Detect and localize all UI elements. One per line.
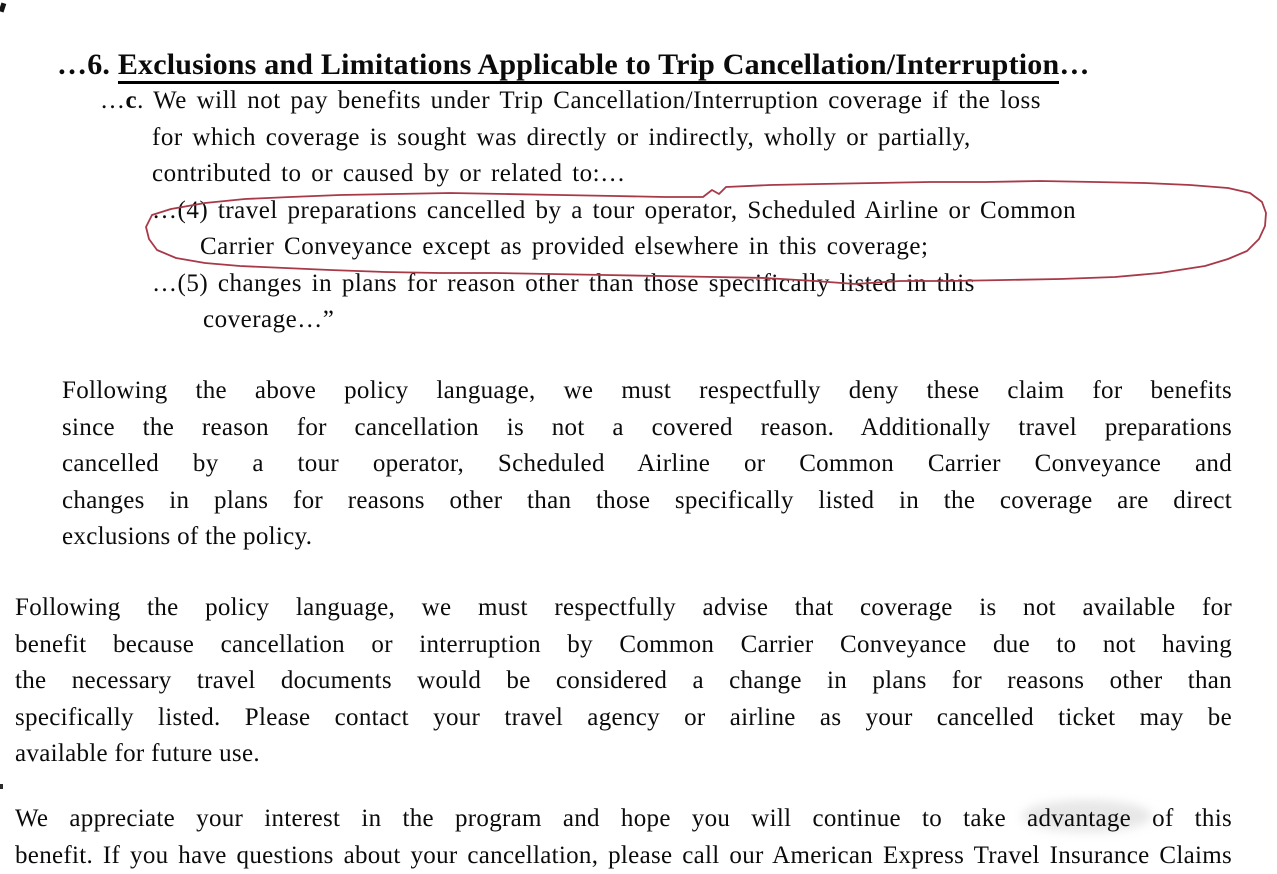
paragraph-advise-coverage <box>15 590 1232 773</box>
paragraph-line: exclusions of the policy. <box>62 519 1232 556</box>
exclusion-item-5-line-2: coverage…” <box>203 302 1277 339</box>
ellipsis: … <box>100 87 126 114</box>
paragraph-line: the necessary travel documents would be considered a change in plans for reasons other than <box>15 663 1232 700</box>
excerpt-line: for which coverage is sought was directly or indirectly, wholly or partially, <box>152 120 1277 157</box>
excerpt-line: contributed to or caused by or related to:… <box>152 156 1277 193</box>
paragraph-line: since the reason for cancellation is not a covered reason. Additionally travel preparations <box>62 410 1232 447</box>
scan-artifact-mark <box>0 784 3 789</box>
paragraph-line: Following the policy language, we must respectfully advise that coverage is not available for <box>15 590 1232 627</box>
heading-prefix: …6. <box>57 48 118 81</box>
paragraph-line: changes in plans for reasons other than those specifically listed in the coverage are direct <box>62 483 1232 520</box>
heading-underlined-title: Exclusions and Limitations Applicable to Trip Cancellation/Interruption <box>118 48 1060 84</box>
clause-letter: c <box>126 87 138 114</box>
paragraph-line: cancelled by a tour operator, Scheduled Airline or Common Carrier Conveyance and <box>62 446 1232 483</box>
paragraph-deny-claim <box>62 373 1232 556</box>
scan-artifact-mark <box>0 2 6 12</box>
section-heading <box>57 46 1237 84</box>
exclusion-item-4-line-1: …(4) travel preparations cancelled by a tour operator, Scheduled Airline or Common <box>152 193 1277 230</box>
paragraph-line: specifically listed. Please contact your travel agency or airline as your cancelled ticket may be <box>15 700 1232 737</box>
paragraph-closing <box>15 801 1232 874</box>
policy-excerpt <box>0 83 1277 339</box>
paragraph-line: Following the above policy language, we must respectfully deny these claim for benefits <box>62 373 1232 410</box>
paragraph-line: We appreciate your interest in the program and hope you will continue to take advantage of this <box>15 801 1232 838</box>
exclusion-item-4-line-2: Carrier Conveyance except as provided elsewhere in this coverage; <box>200 229 1277 266</box>
paragraph-line-clipped: benefit. If you have questions about your cancellation, please call our American Express Travel Insurance Claims <box>15 838 1232 874</box>
paragraph-line: available for future use. <box>15 736 1232 773</box>
exclusion-item-5-line-1: …(5) changes in plans for reason other than those specifically listed in this <box>152 266 1277 303</box>
heading-suffix: … <box>1059 48 1089 81</box>
paragraph-line: benefit because cancellation or interruption by Common Carrier Conveyance due to not having <box>15 627 1232 664</box>
clause-text: . We will not pay benefits under Trip Cancellation/Interruption coverage if the loss <box>137 87 1041 114</box>
excerpt-line-c <box>100 83 1277 120</box>
